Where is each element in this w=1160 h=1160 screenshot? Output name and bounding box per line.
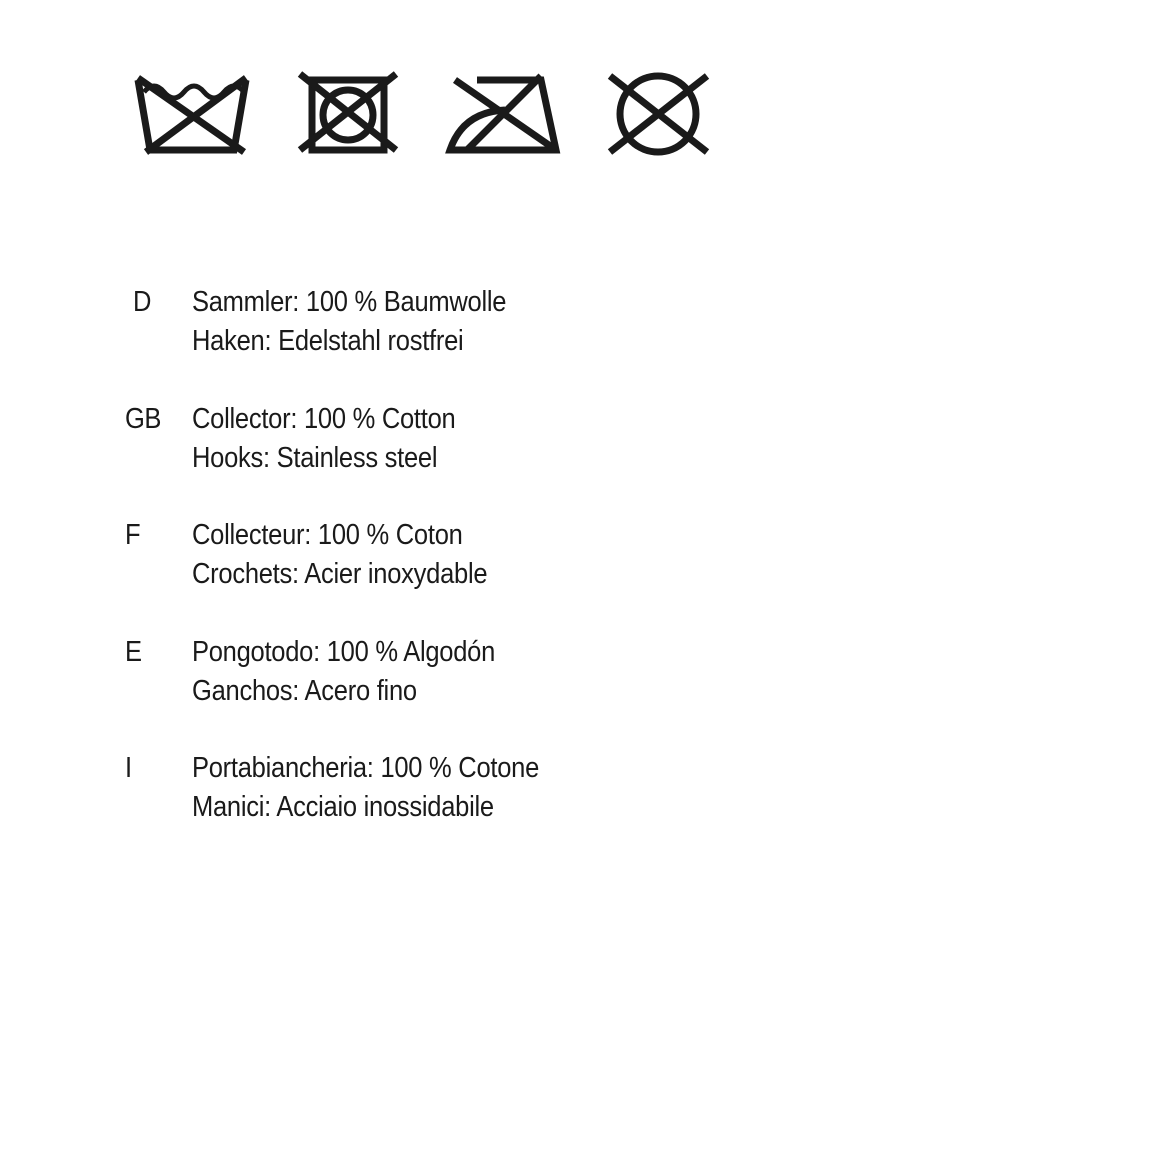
language-code: D (133, 286, 151, 318)
material-line: Collector: 100 % Cotton (192, 402, 456, 435)
language-lines (192, 749, 586, 827)
language-code: GB (125, 402, 161, 435)
language-code: I (125, 752, 132, 784)
language-list (0, 280, 1160, 863)
do-not-wash-icon (132, 70, 252, 160)
language-block-e (0, 630, 1160, 747)
language-block-f (0, 513, 1160, 630)
hooks-line: Haken: Edelstahl rostfrei (192, 325, 464, 357)
language-block-i (0, 746, 1160, 863)
hooks-line: Hooks: Stainless steel (192, 441, 438, 474)
hooks-line: Ganchos: Acero fino (192, 674, 417, 707)
language-lines (192, 283, 549, 361)
material-line: Pongotodo: 100 % Algodón (192, 635, 496, 668)
material-line: Sammler: 100 % Baumwolle (192, 286, 507, 318)
do-not-tumble-dry-icon (298, 70, 398, 160)
language-lines (192, 633, 536, 711)
hooks-line: Manici: Acciaio inossidabile (192, 791, 494, 823)
do-not-iron-icon (445, 70, 560, 160)
language-code: E (125, 635, 142, 668)
language-block-gb (0, 397, 1160, 514)
hooks-line: Crochets: Acier inoxydable (192, 558, 488, 590)
language-code: F (125, 519, 141, 551)
language-lines (192, 516, 528, 594)
material-line: Collecteur: 100 % Coton (192, 519, 463, 551)
do-not-dry-clean-icon (606, 70, 711, 160)
care-symbols (0, 0, 1160, 200)
language-block-d (0, 280, 1160, 397)
language-lines (192, 400, 491, 478)
material-line: Portabiancheria: 100 % Cotone (192, 752, 540, 784)
